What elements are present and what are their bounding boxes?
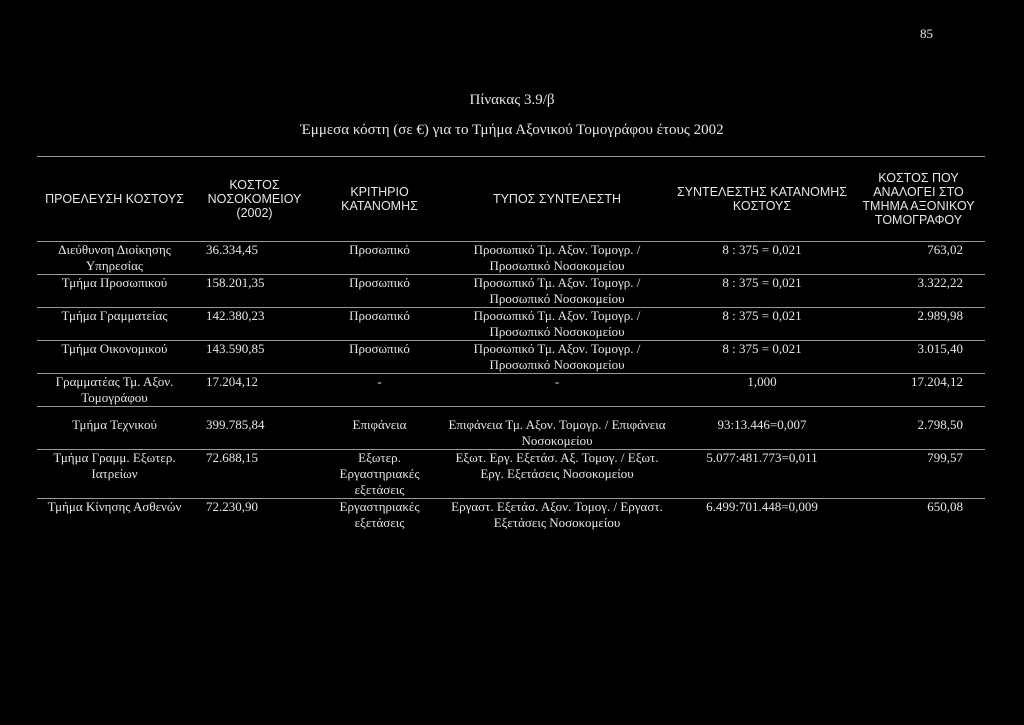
cell-source: Τμήμα Τεχνικού [37, 407, 192, 450]
header-coefficient: ΣΥΝΤΕΛΕΣΤΗΣ ΚΑΤΑΝΟΜΗΣ ΚΟΣΤΟΥΣ [672, 157, 852, 242]
cell-ct-cost: 3.322,22 [852, 275, 985, 308]
cell-hospital-cost: 158.201,35 [192, 275, 317, 308]
cell-ct-cost: 799,57 [852, 450, 985, 499]
cell-coef-type: Εξωτ. Εργ. Εξετάσ. Αξ. Τομογ. / Εξωτ. Εργ. Εξετάσεις Νοσοκομείου [442, 450, 672, 499]
cell-ct-cost: 650,08 [852, 499, 985, 532]
cell-coef-type: Προσωπικό Τμ. Αξον. Τομογρ. / Προσωπικό Νοσοκομείου [442, 242, 672, 275]
cell-ct-cost: 763,02 [852, 242, 985, 275]
cell-coefficient: 1,000 [672, 374, 852, 407]
cell-coefficient: 93:13.446=0,007 [672, 407, 852, 450]
cell-hospital-cost: 72.688,15 [192, 450, 317, 499]
cell-coef-type: Προσωπικό Τμ. Αξον. Τομογρ. / Προσωπικό Νοσοκομείου [442, 275, 672, 308]
cell-coef-type: Προσωπικό Τμ. Αξον. Τομογρ. / Προσωπικό Νοσοκομείου [442, 341, 672, 374]
cell-criterion: Προσωπικό [317, 275, 442, 308]
cell-ct-cost: 2.989,98 [852, 308, 985, 341]
header-source: ΠΡΟΕΛΕΥΣΗ ΚΟΣΤΟΥΣ [37, 157, 192, 242]
cell-source: Γραμματέας Τμ. Αξον. Τομογράφου [37, 374, 192, 407]
cell-coefficient: 8 : 375 = 0,021 [672, 242, 852, 275]
cell-source: Τμήμα Προσωπικού [37, 275, 192, 308]
cell-ct-cost: 17.204,12 [852, 374, 985, 407]
cell-criterion: Εργαστηριακές εξετάσεις [317, 499, 442, 532]
cell-coefficient: 8 : 375 = 0,021 [672, 275, 852, 308]
cell-criterion: - [317, 374, 442, 407]
cell-coefficient: 5.077:481.773=0,011 [672, 450, 852, 499]
table-row [37, 275, 985, 308]
header-criterion: ΚΡΙΤΗΡΙΟ ΚΑΤΑΝΟΜΗΣ [317, 157, 442, 242]
cell-hospital-cost: 142.380,23 [192, 308, 317, 341]
cell-criterion: Εξωτερ. Εργαστηριακές εξετάσεις [317, 450, 442, 499]
cell-criterion: Προσωπικό [317, 341, 442, 374]
table-subtitle: Έμμεσα κόστη (σε €) για το Τμήμα Αξονικού Τομογράφου έτους 2002 [300, 122, 724, 138]
table-row [37, 374, 985, 407]
table-row [37, 407, 985, 450]
cell-coef-type: Προσωπικό Τμ. Αξον. Τομογρ. / Προσωπικό Νοσοκομείου [442, 308, 672, 341]
cell-source: Τμήμα Κίνησης Ασθενών [37, 499, 192, 532]
cell-ct-cost: 2.798,50 [852, 407, 985, 450]
cell-coef-type: - [442, 374, 672, 407]
header-ct-cost: ΚΟΣΤΟΣ ΠΟΥ ΑΝΑΛΟΓΕΙ ΣΤΟ ΤΜΗΜΑ ΑΞΟΝΙΚΟΥ ΤΟΜΟΓΡΑΦΟΥ [852, 157, 985, 242]
cell-coefficient: 8 : 375 = 0,021 [672, 308, 852, 341]
cell-hospital-cost: 399.785,84 [192, 407, 317, 450]
table-header-row [37, 157, 985, 242]
header-coef-type: ΤΥΠΟΣ ΣΥΝΤΕΛΕΣΤΗ [442, 157, 672, 242]
cell-coef-type: Εργαστ. Εξετάσ. Αξον. Τομογ. / Εργαστ. Εξετάσεις Νοσοκομείου [442, 499, 672, 532]
cell-coef-type: Επιφάνεια Τμ. Αξον. Τομογρ. / Επιφάνεια Νοσοκομείου [442, 407, 672, 450]
table-row [37, 341, 985, 374]
indirect-costs-table [37, 156, 985, 531]
header-hospital-cost: ΚΟΣΤΟΣ ΝΟΣΟΚΟΜΕΙΟΥ (2002) [192, 157, 317, 242]
table-row [37, 450, 985, 499]
table-row [37, 499, 985, 532]
table-row [37, 242, 985, 275]
cell-criterion: Προσωπικό [317, 308, 442, 341]
page-number: 85 [920, 26, 933, 41]
cell-source: Τμήμα Γραμμ. Εξωτερ. Ιατρείων [37, 450, 192, 499]
cell-source: Τμήμα Οικονομικού [37, 341, 192, 374]
cell-hospital-cost: 72.230,90 [192, 499, 317, 532]
cell-ct-cost: 3.015,40 [852, 341, 985, 374]
cell-coefficient: 6.499:701.448=0,009 [672, 499, 852, 532]
cell-source: Τμήμα Γραμματείας [37, 308, 192, 341]
table-row [37, 308, 985, 341]
table-title: Πίνακας 3.9/β [469, 92, 555, 108]
cell-hospital-cost: 17.204,12 [192, 374, 317, 407]
cell-hospital-cost: 36.334,45 [192, 242, 317, 275]
cell-coefficient: 8 : 375 = 0,021 [672, 341, 852, 374]
cell-criterion: Προσωπικό [317, 242, 442, 275]
cell-criterion: Επιφάνεια [317, 407, 442, 450]
cell-source: Διεύθυνση Διοίκησης Υπηρεσίας [37, 242, 192, 275]
cell-hospital-cost: 143.590,85 [192, 341, 317, 374]
